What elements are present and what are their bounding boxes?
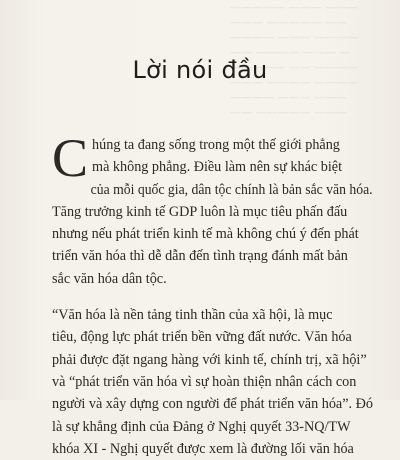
text-line: triển văn hóa thì dễ dẫn đến tình trạng đánh mất bản: [52, 248, 348, 265]
text-line: tiêu, động lực phát triển bền vững đất nước. Văn hóa: [52, 329, 352, 346]
text-line: và “phát triển văn hóa vì sự hoàn thiện nhân cách con: [52, 373, 357, 390]
text-line: sắc văn hóa dân tộc.: [52, 270, 167, 287]
paragraph-2: [52, 304, 378, 460]
text-line: húng ta đang sống trong một thế giới phẳng: [92, 137, 340, 153]
text-line: mà không phẳng. Điều làm nên sự khác biệt: [92, 159, 343, 176]
text-line: người và xây dựng con người để phát triển văn hóa”. Đó: [52, 396, 373, 413]
text-line: là sự khẳng định của Đảng ở Nghị quyết 33-NQ/TW: [52, 418, 351, 435]
text-line: nhưng nếu phát triển kinh tế mà không chú ý đến phát: [52, 226, 359, 243]
paragraph-1: [52, 128, 378, 290]
text-line: Tăng trưởng kinh tế GDP luôn là mục tiêu phấn đấu: [52, 203, 348, 220]
text-line: của mỗi quốc gia, dân tộc chính là bản sắc văn hóa.: [90, 181, 373, 198]
show-through-text: ————— ——— ——— ——— ————— —— ———— ——— ———— —— ———— ——— — ————— —— ———— ——— ———— ———— ———— ——— ——— —— ————— ———: [230, 1, 358, 119]
text-line: “Văn hóa là nền tảng tinh thần của xã hội, là mục: [52, 307, 333, 324]
drop-cap: C: [52, 128, 89, 188]
page-title: Lời nói đầu: [132, 56, 268, 84]
text-line: phải được đặt ngang hàng với kinh tế, chính trị, xã hội”: [52, 351, 367, 368]
text-line: khóa XI - Nghị quyết được xem là đường lối văn hóa: [52, 440, 354, 457]
body-text: [52, 128, 378, 460]
